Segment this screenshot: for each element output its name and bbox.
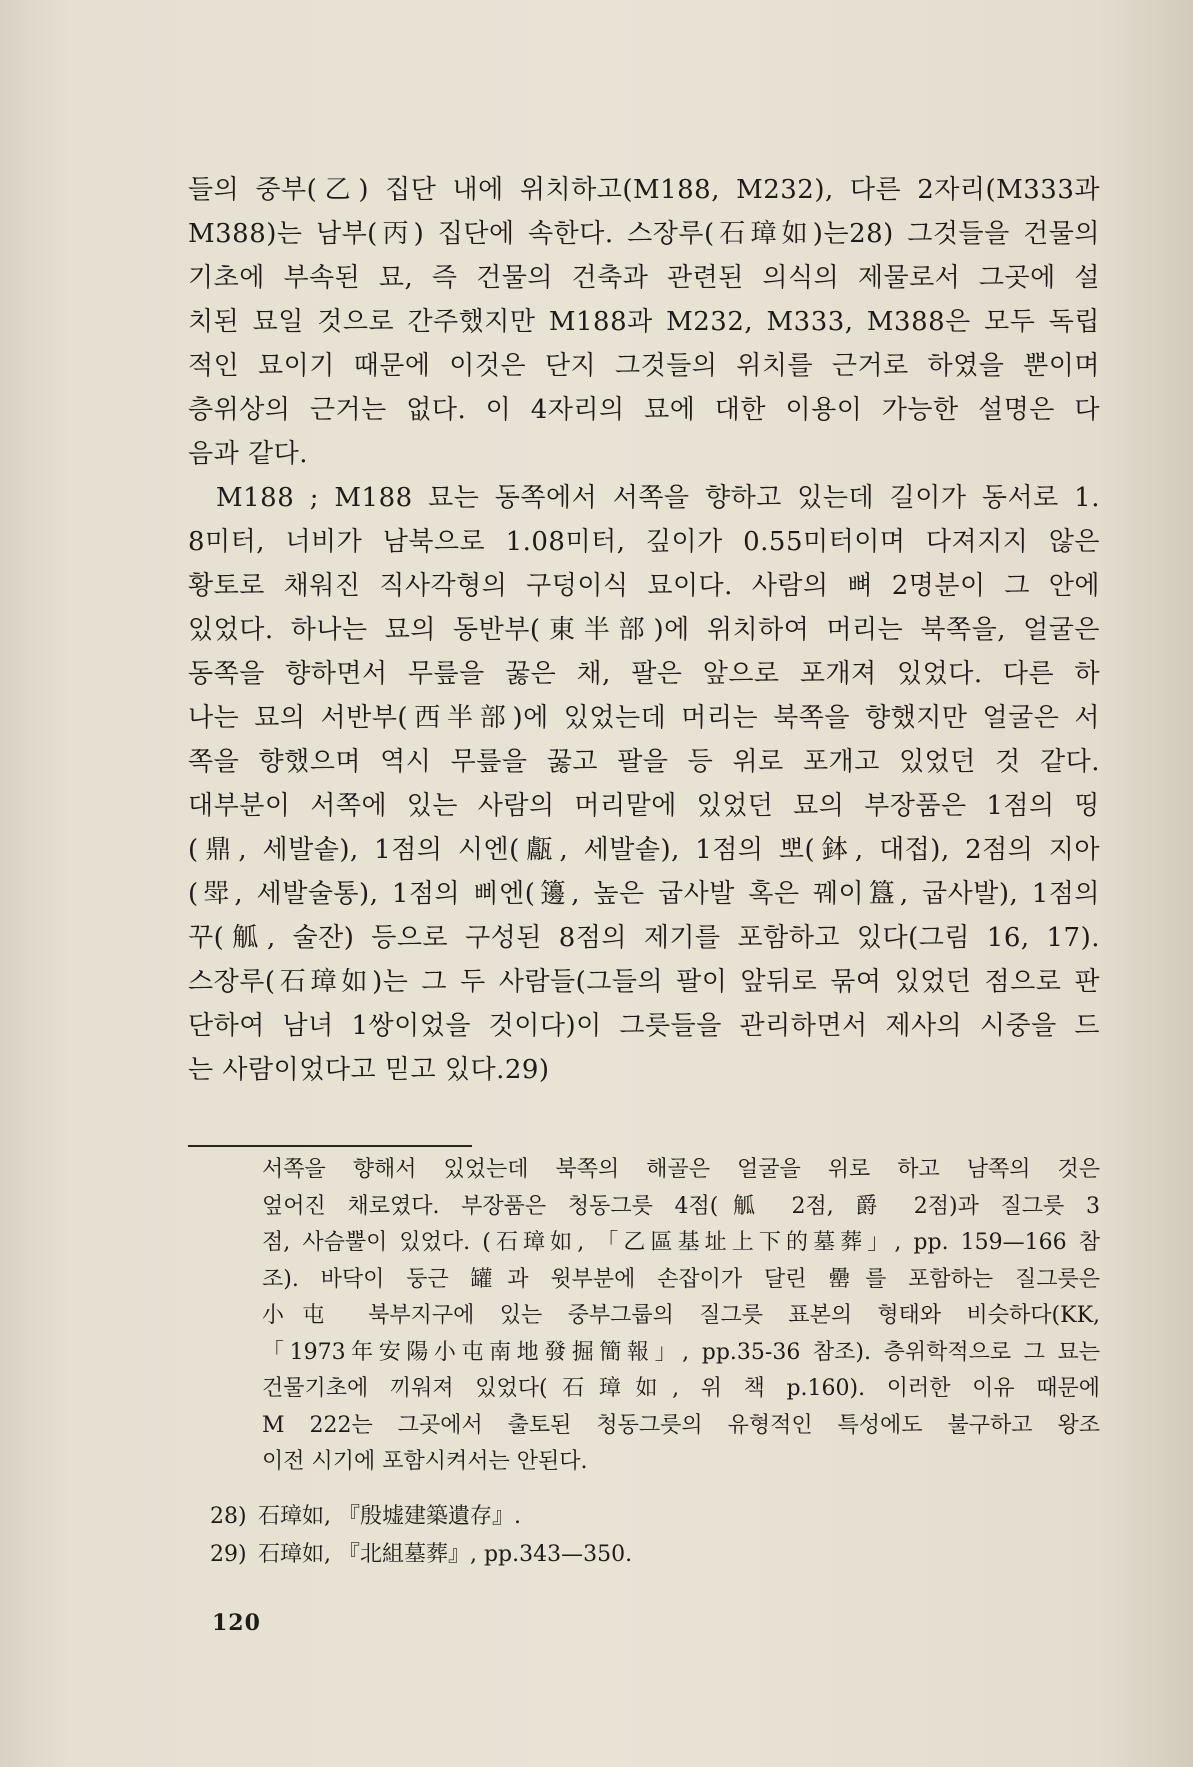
body-line: 는 사람이었다고 믿고 있다.29) xyxy=(188,1055,550,1085)
body-line: 적인 묘이기 때문에 이것은 단지 그것들의 위치를 근거로 하였을 뿐이며 xyxy=(188,351,1100,381)
footnote-line: M 222는 그곳에서 출토된 청동그릇의 유형적인 특성에도 불구하고 왕조 xyxy=(262,1412,1100,1438)
footnote-list xyxy=(210,1498,1100,1574)
body-line: 음과 같다. xyxy=(188,439,308,469)
footnote-line: 엎어진 채로였다. 부장품은 청동그릇 4점(觚 2점, 爵 2점)과 질그릇 3 xyxy=(262,1193,1100,1219)
page-number: 120 xyxy=(212,1610,261,1636)
footnote-divider xyxy=(188,1145,472,1147)
body-line: (斝, 세발술통), 1점의 삐엔(籩, 높은 굽사발 혹은 꿰이簋, 굽사발), 1점의 xyxy=(188,879,1100,909)
body-line: 대부분이 서쪽에 있는 사람의 머리맡에 있었던 묘의 부장품은 1점의 띵 xyxy=(188,791,1100,821)
footnote-line: 점, 사슴뿔이 있었다. (石璋如, 「乙區基址上下的墓葬」, pp. 159—166 참 xyxy=(262,1230,1100,1255)
body-line: 스장루(石璋如)는 그 두 사람들(그들의 팔이 앞뒤로 묶여 있었던 점으로 판 xyxy=(188,967,1100,997)
body-line: 쪽을 향했으며 역시 무릎을 꿇고 팔을 등 위로 포개고 있었던 것 같다. xyxy=(188,747,1100,777)
body-line: 나는 묘의 서반부(西半部)에 있었는데 머리는 북쪽을 향했지만 얼굴은 서 xyxy=(188,703,1100,733)
footnote-line: 「1973年安陽小屯南地發掘簡報」, pp.35-36 참조). 층위학적으로 그 묘는 xyxy=(262,1339,1100,1365)
body-line: M388)는 남부(丙) 집단에 속한다. 스장루(石璋如)는28) 그것들을 건물의 xyxy=(188,219,1100,249)
footnote-28 xyxy=(210,1498,1100,1536)
footnote-line: 건물기초에 끼워져 있었다(石璋如, 위 책 p.160). 이러한 이유 때문에 xyxy=(262,1376,1100,1401)
body-text xyxy=(188,168,1100,1092)
body-line: 들의 중부(乙) 집단 내에 위치하고(M188, M232), 다른 2자리(M333과 xyxy=(188,175,1100,205)
footnote-line: 小屯 북부지구에 있는 중부그룹의 질그릇 표본의 형태와 비슷하다(KK, xyxy=(262,1303,1100,1328)
footnote-continuation xyxy=(262,1152,1100,1481)
body-line: 층위상의 근거는 없다. 이 4자리의 묘에 대한 이용이 가능한 설명은 다 xyxy=(188,395,1100,425)
body-line: (鼎, 세발솥), 1점의 시엔(甗, 세발솥), 1점의 뽀(鉢, 대접), 2점의 지아 xyxy=(188,835,1100,865)
footnote-number: 28) xyxy=(210,1504,247,1529)
footnote-number: 29) xyxy=(210,1542,247,1567)
footnote-29 xyxy=(210,1536,1100,1574)
footnote-line: 서쪽을 향해서 있었는데 북쪽의 해골은 얼굴을 위로 하고 남쪽의 것은 xyxy=(262,1157,1100,1182)
body-line: 꾸(觚, 술잔) 등으로 구성된 8점의 제기를 포함하고 있다(그림 16, 17). xyxy=(188,923,1100,953)
footnote-text: 石璋如, 『殷墟建築遺存』. xyxy=(258,1504,521,1529)
body-line: 황토로 채워진 직사각형의 구덩이식 묘이다. 사람의 뼈 2명분이 그 안에 xyxy=(188,571,1100,601)
body-line: 단하여 남녀 1쌍이었을 것이다)이 그릇들을 관리하면서 제사의 시중을 드 xyxy=(188,1011,1100,1041)
body-line: 동쪽을 향하면서 무릎을 꿇은 채, 팔은 앞으로 포개져 있었다. 다른 하 xyxy=(188,659,1100,689)
footnote-line: 이전 시기에 포함시켜서는 안된다. xyxy=(262,1449,588,1474)
body-line: 8미터, 너비가 남북으로 1.08미터, 깊이가 0.55미터이며 다져지지 않은 xyxy=(188,527,1100,557)
body-line: 치된 묘일 것으로 간주했지만 M188과 M232, M333, M388은 모두 독립 xyxy=(188,307,1100,337)
body-line: 기초에 부속된 묘, 즉 건물의 건축과 관련된 의식의 제물로서 그곳에 설 xyxy=(188,263,1100,293)
footnote-line: 조). 바닥이 둥근 罐과 윗부분에 손잡이가 달린 罍를 포함하는 질그릇은 xyxy=(262,1266,1100,1292)
body-line: 있었다. 하나는 묘의 동반부(東半部)에 위치하여 머리는 북쪽을, 얼굴은 xyxy=(188,615,1100,645)
footnote-text: 石璋如, 『北組墓葬』, pp.343—350. xyxy=(258,1542,633,1567)
body-line: M188 ; M188 묘는 동쪽에서 서쪽을 향하고 있는데 길이가 동서로 1. xyxy=(216,483,1100,513)
